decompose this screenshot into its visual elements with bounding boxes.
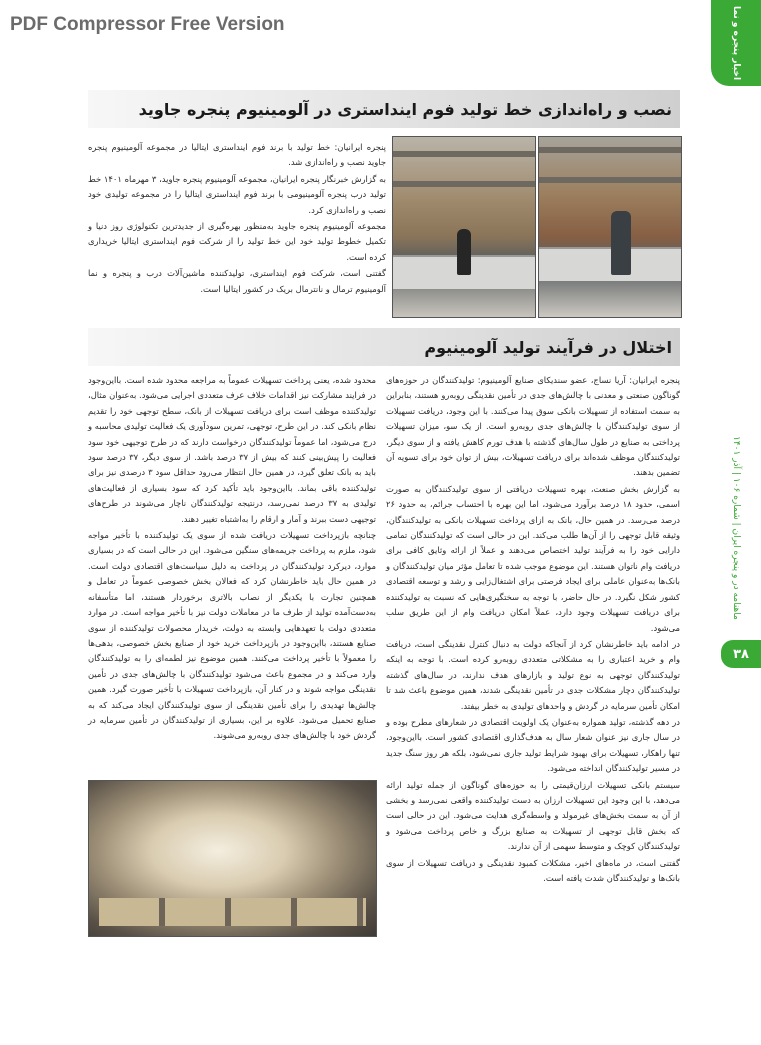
article1-paragraph: به گزارش خبرنگار پنجره ایرانیان، مجموعه آلومینیوم پنجره جاوید، ۳ مهرماه ۱۴۰۱ خط تولید درب پنجره آلومینیومی با برند فوم اینداستری ایتالیا را در مجموعه تولیدی خود نصب و راه‌اندازی کرد. [88, 173, 387, 215]
article1-title: نصب و راه‌اندازی خط تولید فوم اینداستری در آلومینیوم پنجره جاوید [138, 99, 672, 119]
article2-column-left [88, 373, 376, 745]
article1-paragraph: گفتنی است، شرکت فوم اینداستری، تولیدکننده ماشین‌آلات درب و پنجره و نما آلومینیوم ترمال و نانترمال بریک در کشور ایتالیا است. [88, 268, 386, 294]
article2-paragraph: در ادامه باید خاطرنشان کرد از آنجاکه دولت به دنبال کنترل نقدینگی است، دریافت وام و خرید اعتباری را به مشکلاتی متعددی روبه‌رو کرده است. با توجه به اینکه تولیدکنندگان توجهی به نوع تولید و بازارهای هدف ندارند، در سال‌های گذشته تولیدکنندگان دچار مشکلات جدی در تأمین نقدینگی شدند، همین موضوع باعث شد تا امکان تأمین سرمایه در گردش و واحدهای تولیدی به خطر بیفتد. [386, 638, 680, 711]
article2-paragraph: محدود شده، یعنی پرداخت تسهیلات عموماً به مراجعه محدود شده است. بااین‌وجود در فرایند مشارکت نیز اقدامات خلاف عرف متعددی اجرایی می‌شود. به‌عنوان مثال، تولیدکننده موظف است برای دریافت تسهیلات از بانک، سطح توجهی خود را تقدیم نظام بانکی کند. در این طرح، توجهی، تمرین سودآوری یک فعالیت تولیدی محاسبه و درج می‌شود، اما عموماً تولیدکنندگان درخواست دارند که در طرح توجیهی خود سود فعالیت را پیش‌بینی کنند که بیش از ۳۷ درصد باشد. از سوی دیگر، ۳۷ درصد سود باید به بانک تعلق گیرد، در همین حال انتظار می‌رود حداقل سود ۳ درصدی نیز برای تولیدکننده باقی بماند. بااین‌وجود باید تأکید کرد که سود بسیاری از فعالیت‌های تولیدی به ۳۷ درصد نمی‌رسد، درنتیجه تولیدکنندگان ناچار می‌شوند در طرح‌های توجیهی دست ببرند و آمار و ارقام را به‌اشتباه تغییر دهند. [88, 375, 376, 524]
article2-paragraph: پنجره ایرانیان: آریا نساج، عضو سندیکای صنایع آلومینیوم: تولیدکنندگان در حوزه‌های گوناگون صنعتی و معدنی با چالش‌های جدی در تأمین نقدینگی روبه‌رو هستند، بنابراین به سمت استفاده از تسهیلات بانکی سوق پیدا می‌کنند. با این وجود، دریافت تسهیلات از سوی تولیدکنندگان با چالش‌های جدی روبه‌رو است. از یک سو، میزان تسهیلات پرداختی به صنایع در طول سال‌های گذشته با هدف تورم کاهش یافته و از سوی دیگر، تولیدکنندگان موظف شده‌اند برای دریافت تسهیلات، بیش از توان خود برای تسویه آن تضمین بدهند. [386, 375, 680, 478]
production-machine [539, 247, 681, 281]
worker-figure [457, 229, 471, 275]
worker-figure [611, 211, 631, 275]
section-tab-label: اخبار پنجره و نما [731, 5, 741, 81]
ingot-blocks [99, 898, 366, 926]
watermark-text: PDF Compressor Free Version [10, 14, 285, 35]
article2-paragraph: در دهه گذشته، تولید همواره به‌عنوان یک اولویت اقتصادی در شعارهای مطرح بوده و در سال جاری نیز عنوان شعار سال به هدف‌گذاری اقتصادی کشور است. بااین‌وجود، تنها راهکار، تسهیلات برای بهبود شرایط تولید جاری نمی‌شود، بلکه هر روز سنگ جدید در مسیر تولیدکنندگان انداخته می‌شود. [386, 716, 680, 774]
article2-paragraph: چنانچه بازپرداخت تسهیلات دریافت شده از سوی یک تولیدکننده با تأخیر مواجه شود، ملزم به پرداخت جریمه‌های سنگین می‌شود. این در حالی است که در بسیاری موارد، دیرکرد تولیدکنندگان در پرداخت به دلیل سیاست‌های اقتصادی دولت است. در همین حال باید خاطرنشان کرد که فعالان بخش خصوصی عموماً در تعامل و همچنین تجارت با یکدیگر از نصاب بالاتری برخوردار هستند، اما متأسفانه به‌دست‌آمده تولید از طرف ما در معاملات دولت نیز با تأخیر مواجه است. در موارد متعددی دولت با تعهدهایی وابسته به دولت، خریدار محصولات تولیدکننده از سوی صنایع هستند، بااین‌وجود در بازپرداخت خرید خود از صنایع بخش خصوصی، بدهی‌ها را معمولاً با تأخیر پرداخت می‌کنند. همین موضوع نیز لطمه‌ای را به تولیدکنندگان وارد می‌کند و در مجموع باعث می‌شود تولیدکنندگان با چالش‌های جدی در تأمین نقدینگی مواجه شوند و در کنار آن، بازپرداخت تسهیلات با تأخیر صورت گیرد. همین چالش‌ها تهدیدی را برای تأمین نقدینگی از سوی تولیدکنندگان ایجاد می‌کند که به صنایع تحمیل می‌شود. علاوه بر این، بسیاری از تولیدکنندگان در تأمین سرمایه در گردش خود با چالش‌های جدی روبه‌رو می‌شوند. [88, 530, 376, 741]
article1-body [88, 140, 386, 298]
issue-strip-label: ماهنامه در و پنجره ایران | شماره ۱۰۶ | آذر ۱۴۰۱ [731, 435, 741, 620]
factory-photo-left [392, 136, 536, 318]
article1-paragraph: مجموعه آلومینیوم پنجره جاوید به‌منظور بهره‌گیری از جدیدترین تکنولوژی روز دنیا و تکمیل خطوط تولید خود این خط تولید را از شرکت فوم اینداستری ایتالیا خریداری کرده است. [88, 221, 386, 262]
article2-column-right [386, 373, 680, 887]
article1-paragraph: پنجره ایرانیان: خط تولید با برند فوم اینداستری ایتالیا در مجموعه آلومینیوم پنجره جاوید نصب و راه‌اندازی شد. [88, 142, 386, 168]
article2-paragraph: سیستم بانکی تسهیلات ارزان‌قیمتی را به حوزه‌های گوناگون از جمله تولید ارائه می‌دهد، با این وجود این تسهیلات ارزان به دست تولیدکننده واقعی نمی‌رسد و بخشی از آن به سمت بخش‌های غیرمولد و واسطه‌گری هدایت می‌شود. این در حالی است که بخش قابل توجهی از تسهیلات به صنایع بزرگ و خاص پرداخت می‌شود و تولیدکنندگان کوچک و متوسط سهمی از آن ندارند. [386, 779, 680, 852]
article2-title-bar [88, 328, 680, 366]
roof-beam [393, 181, 535, 187]
article2-paragraph: به گزارش بخش صنعت، بهره تسهیلات دریافتی از سوی تولیدکنندگان به صورت اسمی، حدود ۱۸ درصد برآورد می‌شود، اما این بهره با احتساب جرائم، به حدود ۲۶ درصد می‌رسد. در همین حال، بانک به ازای پرداخت تسهیلات بانکی به تولیدکنندگان، وثیقه قابل توجهی را از آن‌ها طلب می‌کند. این در حالی است که تولیدکنندگان تمامی دارایی خود را به فرآیند تولید اختصاص می‌دهند و عملاً از ارائه وثایق کافی برای دریافت وام ناتوان هستند. این موضوع موجب شده تا تعامل مؤثر میان تولیدکنندگان و بانک‌ها به‌عنوان عاملی برای ایجاد فرصتی برای اشتغال‌زایی و رشد و توسعه اقتصادی کشور شکل نگیرد. در حال حاضر، با توجه به سختگیری‌هایی که نسبت به تولیدکننده برای دریافت تسهیلات وجود دارد، عملاً امکان دریافت وام از این طریق سلب می‌شود. [386, 483, 680, 633]
roof-beam [539, 147, 681, 153]
roof-beam [539, 177, 681, 183]
aluminium-casting-photo [88, 780, 377, 937]
factory-photo-right [538, 136, 682, 318]
roof-beam [393, 151, 535, 157]
article2-paragraph: گفتنی است، در ماه‌های اخیر، مشکلات کمبود نقدینگی و دریافت تسهیلات از سوی بانک‌ها و تولیدکنندگان شدت یافته است. [386, 857, 680, 883]
page-number: ۳۸ [721, 640, 761, 668]
article2-title: اختلال در فرآیند تولید آلومینیوم [424, 337, 672, 357]
section-tab [711, 0, 761, 86]
issue-strip [727, 420, 745, 635]
article1-title-bar [88, 90, 680, 128]
